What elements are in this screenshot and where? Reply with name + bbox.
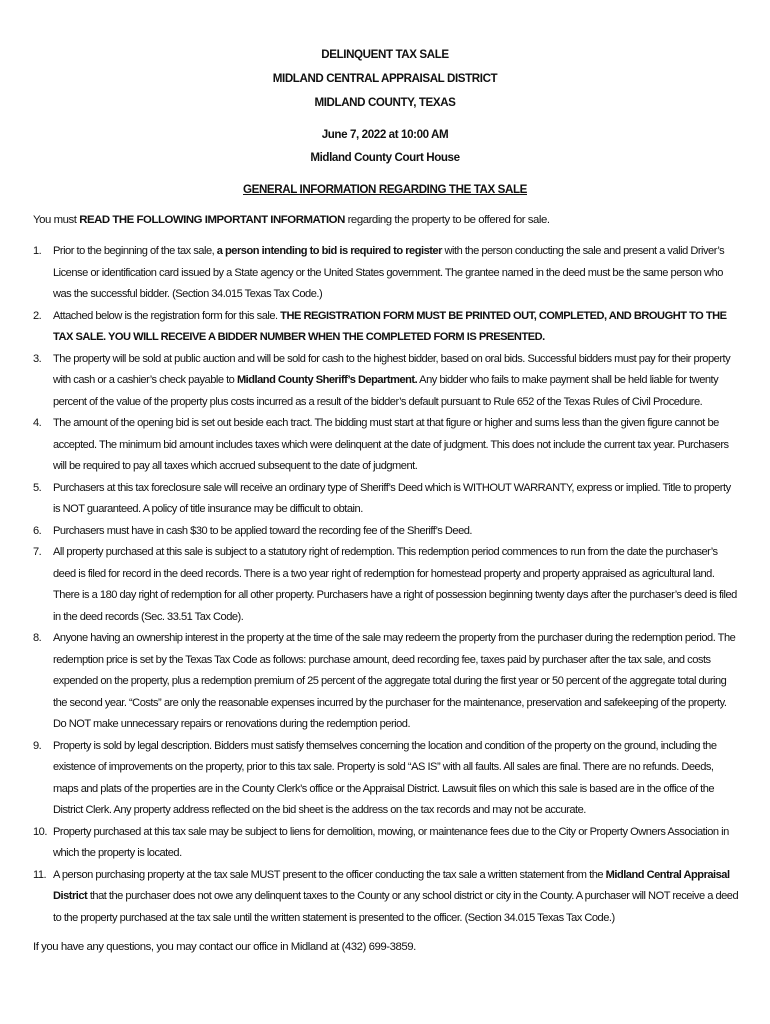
sale-location: Midland County Court House xyxy=(310,151,460,164)
intro-text-after: regarding the property to be offered for sale. xyxy=(344,214,550,226)
item-text: Anyone having an ownership interest in the property at the time of the sale may redeem the property from the purchaser during the redemption period. The redemption price is set by the Texas Tax Code as follows: purchase amount, deed recording fee, taxes paid by purchaser after the tax sale, and costs expended on the property, plus a redemption premium of 25 percent of the aggregate total during the first year or 50 percent of the aggregate total during the second year. “Costs” are only the reasonable expenses incurred by the purchaser for the maintenance, preservation and safekeeping of the property. Do NOT make unnecessary repairs or renovations during the redemption period. xyxy=(53,632,736,730)
item-number: 11. xyxy=(33,868,47,881)
item-text: with the person conducting the sale and present a valid Driver’s License or identification card issued by a State agency or the United States government. The grantee named in the deed must be the same person who was the successful bidder. (Section 34.015 Texas Tax Code.) xyxy=(53,245,725,300)
item-text-bold: THE REGISTRATION FORM MUST BE PRINTED OUT, COMPLETED, AND BROUGHT TO THE TAX SALE. YOU WILL RECEIVE A BIDDER NUMBER WHEN THE COMPLETED FORM IS PRESENTED. xyxy=(53,309,727,343)
item-text: Purchasers at this tax foreclosure sale will receive an ordinary type of Sheriff’s Deed which is WITHOUT WARRANTY, express or implied. Title to property is NOT guaranteed. A policy of title insurance may be difficult to obtain. xyxy=(53,481,731,515)
item-number: 7. xyxy=(33,546,42,558)
section-title: GENERAL INFORMATION REGARDING THE TAX SALE xyxy=(243,183,527,196)
item-text: Purchasers must have in cash $30 to be applied toward the recording fee of the Sheriff’s Deed. xyxy=(53,524,473,537)
item-number: 4. xyxy=(33,417,42,429)
title-line-1: DELINQUENT TAX SALE xyxy=(321,48,449,61)
item-text: Property purchased at this tax sale may be subject to liens for demolition, mowing, or maintenance fees due to the City or Property Owners Association in which the property is located. xyxy=(53,825,729,859)
list-item xyxy=(33,478,739,521)
item-number: 10. xyxy=(33,825,47,838)
item-text: A person purchasing property at the tax sale MUST present to the officer conducting the tax sale a written statement from the xyxy=(53,868,606,881)
list-item xyxy=(33,542,739,628)
list-item xyxy=(33,349,739,414)
list-item xyxy=(33,822,739,865)
intro-paragraph xyxy=(33,210,743,232)
list-item xyxy=(33,865,739,930)
item-text: that the purchaser does not owe any delinquent taxes to the County or any school district or city in the County. A purchaser will NOT receive a deed to the property purchased at the tax sale until the written statement is presented to the officer. (Section 34.015 Texas Tax Code.) xyxy=(53,890,739,924)
list-item xyxy=(33,521,739,543)
list-item xyxy=(33,241,739,306)
item-number: 3. xyxy=(33,352,42,365)
item-text: Property is sold by legal description. Bidders must satisfy themselves concerning the location and condition of the property on the ground, including the existence of improvements on the property, prior to this tax sale. Property is sold “AS IS” with all faults. All sales are final. There are no refunds. Deeds, maps and plats of the properties are in the County Clerk’s office or the Appraisal District. Lawsuit files on which this sale is based are in the office of the District Clerk. Any property address reflected on the bid sheet is the address on the tax records and may not be accurate. xyxy=(53,739,717,816)
item-number: 2. xyxy=(33,309,42,322)
item-text: The property will be sold at public auction and will be sold for cash to the highest bidder, based on oral bids. Successful bidders must pay for their property with cash or a cashier’s check payable to xyxy=(53,352,731,386)
item-number: 9. xyxy=(33,739,42,752)
sale-date: June 7, 2022 at 10:00 AM xyxy=(321,128,449,141)
list-item xyxy=(33,736,739,822)
title-line-3: MIDLAND COUNTY, TEXAS xyxy=(314,96,456,109)
list-item xyxy=(33,628,739,736)
item-text: All property purchased at this sale is subject to a statutory right of redemption. This redemption period commences to run from the date the purchaser’s deed is filed for record in the deed records. There is a two year right of redemption for homestead property and property appraised as agricultural land. There is a 180 day right of redemption for all other property. Purchasers have a right of possession beginning twenty days after the purchaser’s deed is filed in the deed records (Sec. 33.51 Tax Code). xyxy=(53,546,737,623)
item-text: The amount of the opening bid is set out beside each tract. The bidding must start at that figure or higher and sums less than the given figure cannot be accepted. The minimum bid amount includes taxes which were delinquent at the date of judgment. This does not include the current tax year. Purchasers will be required to pay all taxes which accrued subsequent to the date of judgment. xyxy=(53,417,729,472)
title-line-2: MIDLAND CENTRAL APPRAISAL DISTRICT xyxy=(272,72,498,85)
information-list xyxy=(33,241,739,929)
item-text-bold: Midland Central Appraisal District xyxy=(53,868,730,902)
list-item xyxy=(33,306,739,349)
item-number: 8. xyxy=(33,632,42,644)
item-number: 6. xyxy=(33,524,42,537)
item-text: Prior to the beginning of the tax sale, xyxy=(53,245,217,257)
item-text: Any bidder who fails to make payment shall be held liable for twenty percent of the value of the property plus costs incurred as a result of the bidder’s default pursuant to Rule 652 of the Texas Rules of Civil Procedure. xyxy=(53,374,719,408)
intro-text-before: You must xyxy=(33,214,80,226)
item-text-bold: a person intending to bid is required to register xyxy=(216,245,442,257)
list-item xyxy=(33,413,739,478)
contact-paragraph: If you have any questions, you may contact our office in Midland at (432) 699-3859. xyxy=(33,941,416,953)
item-text-bold: Midland County Sheriff’s Department. xyxy=(236,374,418,386)
item-number: 5. xyxy=(33,481,42,494)
item-number: 1. xyxy=(33,245,42,257)
intro-text-bold: READ THE FOLLOWING IMPORTANT INFORMATION xyxy=(79,214,345,226)
item-text: Attached below is the registration form for this sale. xyxy=(53,309,281,322)
